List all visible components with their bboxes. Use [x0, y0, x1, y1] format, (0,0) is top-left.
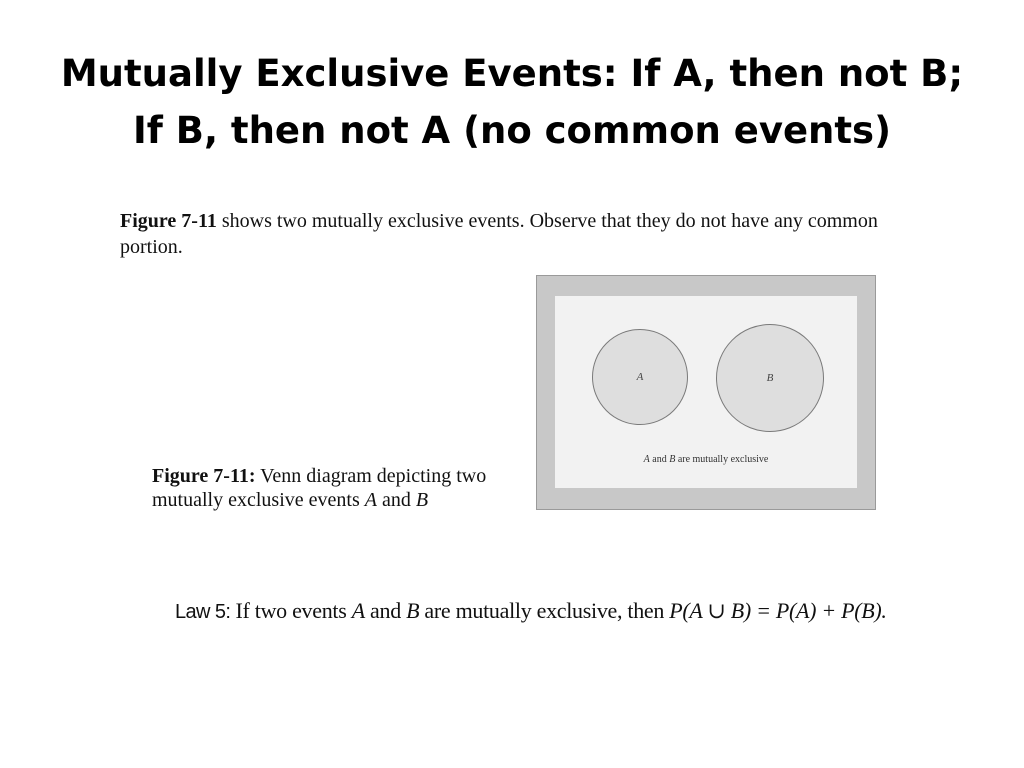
circle-a-label: A: [636, 371, 644, 383]
law-text-2: are mutually exclusive, then: [419, 598, 670, 623]
venn-diagram-figure: [536, 275, 876, 510]
law-and: and: [364, 598, 407, 623]
intro-text: shows two mutually exclusive events. Observe that they do not have any common portion.: [120, 210, 878, 258]
figure-note: [555, 454, 857, 465]
figure-note-b: B: [669, 454, 676, 465]
law-label: Law 5:: [175, 601, 231, 623]
intro-paragraph: [120, 208, 900, 260]
law-formula: P(A ∪ B) = P(A) + P(B).: [669, 598, 887, 623]
slide-title: [40, 45, 984, 159]
figure-note-rest: are mutually exclusive: [675, 454, 769, 465]
circle-a: [592, 329, 688, 425]
caption-a: A: [364, 489, 377, 511]
caption-figure-ref: Figure 7-11:: [152, 465, 256, 487]
figure-caption: [152, 464, 512, 512]
venn-diagram-canvas: [555, 296, 857, 488]
title-rest: : If A, then not B; If B, then not A (no common events): [133, 52, 964, 152]
figure-note-and: and: [649, 454, 670, 465]
intro-figure-ref: Figure 7-11: [120, 210, 217, 232]
circle-b-label: B: [766, 372, 774, 384]
law-5: [175, 596, 935, 627]
law-text-1: If two events: [230, 598, 352, 623]
caption-text: Venn diagram depicting two mutually exclusive events: [152, 465, 487, 511]
law-a: A: [351, 598, 365, 623]
law-b: B: [406, 598, 420, 623]
caption-b: B: [415, 489, 429, 511]
title-bold: Mutually Exclusive Events: [60, 52, 603, 95]
circle-b: [716, 324, 824, 432]
caption-and: and: [376, 489, 416, 511]
figure-note-a: A: [643, 454, 650, 465]
